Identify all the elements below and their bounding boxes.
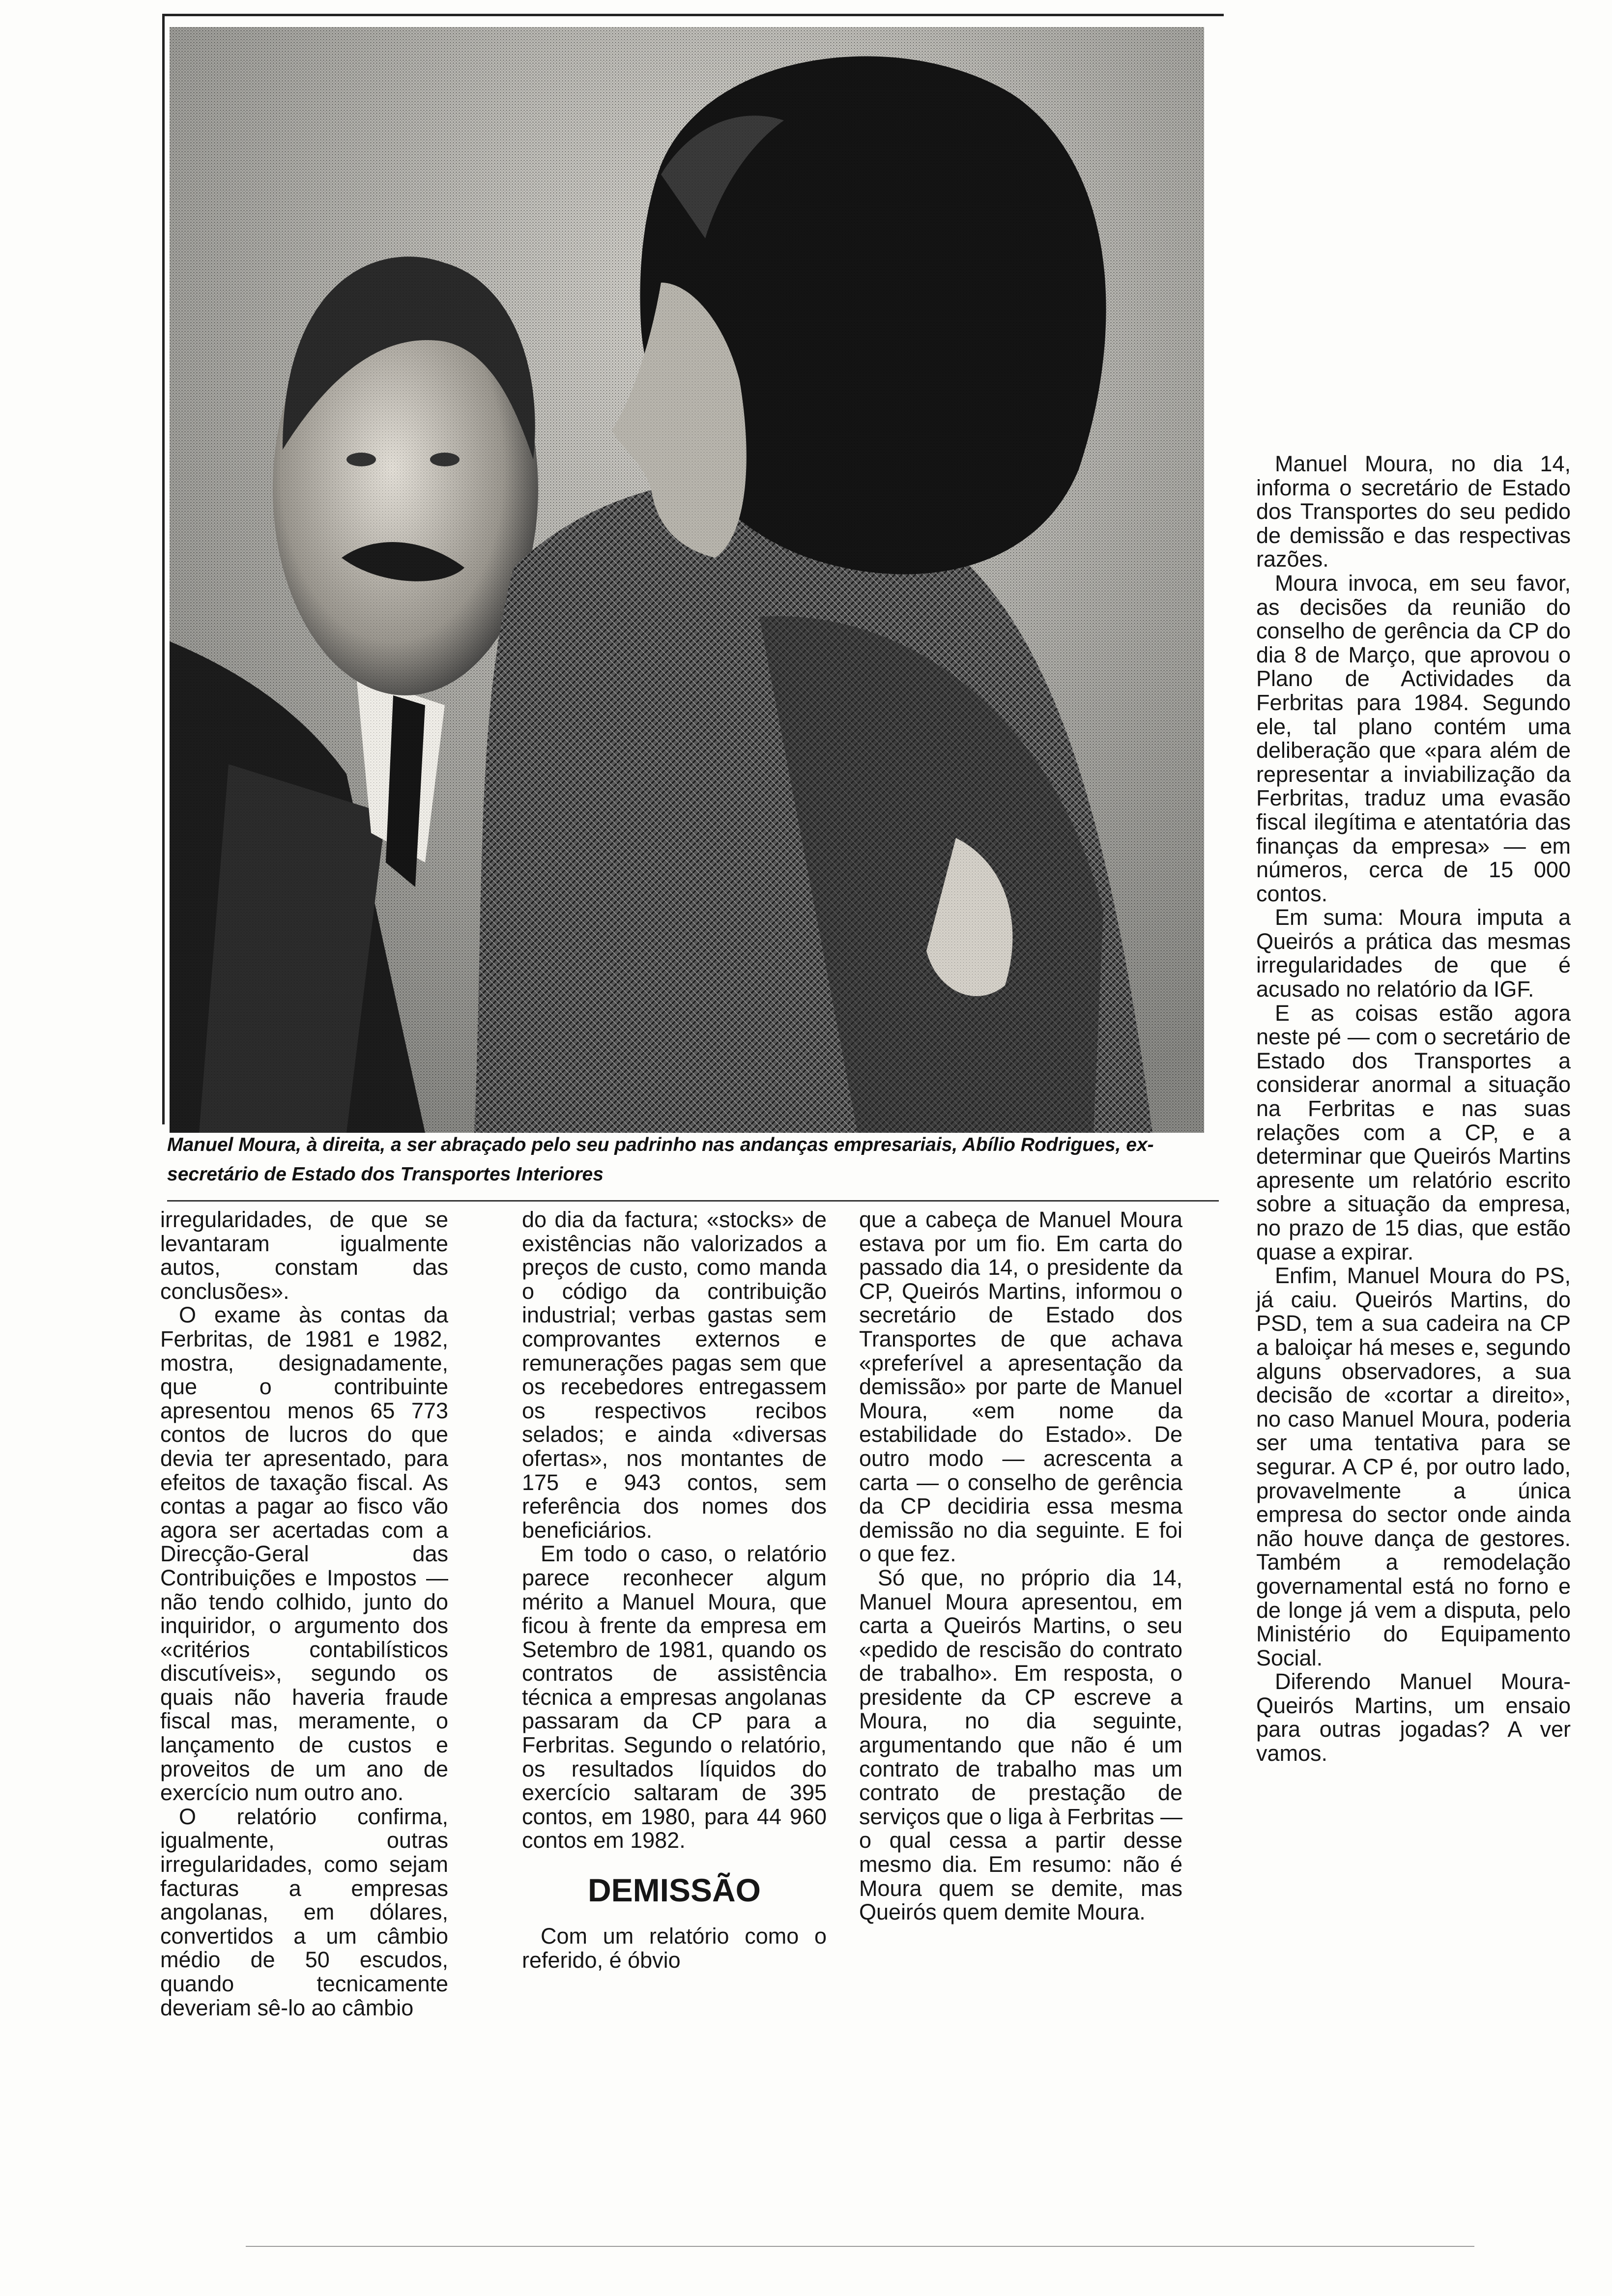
photo-two-men-embracing <box>170 27 1204 1133</box>
paragraph: E as coisas estão agora neste pé — com o secretário de Estado dos Transportes a considerar anormal a situação na Ferbritas e nas suas relações com a CP, e a determinar que Queirós Martins apresente um relatório escrito sobre a situação da empresa, no prazo de 15 dias, que estão quase a expirar. <box>1256 1000 1571 1264</box>
article-column-4 <box>1256 452 1571 1766</box>
article-column-2 <box>522 1208 827 1972</box>
news-photo <box>170 27 1204 1133</box>
paragraph: Diferendo Manuel Moura-Queirós Martins, um ensaio para outras jogadas? A ver vamos. <box>1256 1669 1571 1766</box>
article-column-1 <box>160 1208 448 2020</box>
paragraph: do dia da factura; «stocks» de existências não valorizados a preços de custo, como manda o código da contribuição industrial; verbas gastas sem comprovantes externos e remunerações pagas sem que os recebedores entregassem os respectivos recibos selados; e ainda «diversas ofertas», nos montantes de 175 e 943 contos, sem referência dos nomes dos beneficiários. <box>522 1207 827 1543</box>
paragraph: Com um relatório como o referido, é óbvio <box>522 1923 827 1973</box>
paragraph: que a cabeça de Manuel Moura estava por um fio. Em carta do passado dia 14, o presidente da CP, Queirós Martins, informou o secretário de Estado dos Transportes de que achava «preferível a apresentação da demissão» por parte de Manuel Moura, «em nome da estabilidade do Estado». De outro modo — acrescenta a carta — o conselho de gerência da CP decidiria essa mesma demissão no dia seguinte. E foi o que fez. <box>859 1207 1182 1567</box>
paragraph: irregularidades, de que se levantaram igualmente autos, constam das conclusões». <box>160 1207 448 1304</box>
paragraph: Manuel Moura, no dia 14, informa o secretário de Estado dos Transportes do seu pedido de demissão e das respectivas razões. <box>1256 451 1571 572</box>
photo-frame-top <box>162 14 1224 16</box>
paragraph: O exame às contas da Ferbritas, de 1981 e 1982, mostra, designadamente, que o contribuinte apresentou menos 65 773 contos de lucros do que devia ter apresentado, para efeitos de taxação fiscal. As contas a pagar ao fisco vão agora ser acertadas com a Direcção-Geral das Contribuições e Impostos — não tendo colhido, junto do inquiridor, o argumento dos «critérios contabilísticos discutíveis», segundo os quais não haveria fraude fiscal mas, meramente, o lançamento de custos e proveitos de um ano de exercício num outro ano. <box>160 1302 448 1806</box>
paragraph: Em suma: Moura imputa a Queirós a prática das mesmas irregularidades de que é acusado no relatório da IGF. <box>1256 905 1571 1002</box>
page-bottom-rule <box>246 2246 1474 2247</box>
section-heading-demissao: DEMISSÃO <box>587 1872 761 1909</box>
paragraph: Só que, no próprio dia 14, Manuel Moura apresentou, em carta a Queirós Martins, o seu «pedido de rescisão do contrato de trabalho». Em resposta, o presidente da CP escreve a Moura, no dia seguinte, argumentando que não é um contrato de trabalho mas um contrato de prestação de serviços que o liga à Ferbritas — o qual cessa a partir desse mesmo dia. Em resumo: não é Moura quem se demite, mas Queirós quem demite Moura. <box>859 1565 1182 1925</box>
caption-divider <box>167 1200 1219 1202</box>
photo-caption: Manuel Moura, à direita, a ser abraçado pelo seu padrinho nas andanças empresariais, Abílio Rodrigues, ex-secretário de Estado dos Transportes Interiores <box>167 1134 1154 1185</box>
paragraph: Moura invoca, em seu favor, as decisões da reunião do conselho de gerência da CP do dia 8 de Março, que aprovou o Plano de Actividades da Ferbritas para 1984. Segundo ele, tal plano contém uma deliberação que «para além de representar a inviabilização da Ferbritas, traduz uma evasão fiscal ilegítima e atentatória das finanças da empresa» — em números, cerca de 15 000 contos. <box>1256 570 1571 906</box>
paragraph: O relatório confirma, igualmente, outras irregularidades, como sejam facturas a empresas angolanas, em dólares, convertidos a um câmbio médio de 50 escudos, quando tecnicamente deveriam sê-lo ao câmbio <box>160 1804 448 2020</box>
article-column-3 <box>859 1208 1182 1924</box>
paragraph: Enfim, Manuel Moura do PS, já caiu. Queirós Martins, do PSD, tem a sua cadeira na CP a baloiçar há meses e, segundo alguns observadores, a sua decisão de «cortar a direito», no caso Manuel Moura, poderia ser uma tentativa para se segurar. A CP é, por outro lado, provavelmente a única empresa do sector onde ainda não houve dança de gestores. Também a remodelação governamental está no forno e de longe já vem a disputa, pelo Ministério do Equipamento Social. <box>1256 1263 1571 1670</box>
paragraph: Em todo o caso, o relatório parece reconhecer algum mérito a Manuel Moura, que ficou à frente da empresa em Setembro de 1981, quando os contratos de assistência técnica a empresas angolanas passaram da CP para a Ferbritas. Segundo o relatório, os resultados líquidos do exercício saltaram de 395 contos, em 1980, para 44 960 contos em 1982. <box>522 1541 827 1853</box>
photo-frame-left <box>162 14 165 1124</box>
